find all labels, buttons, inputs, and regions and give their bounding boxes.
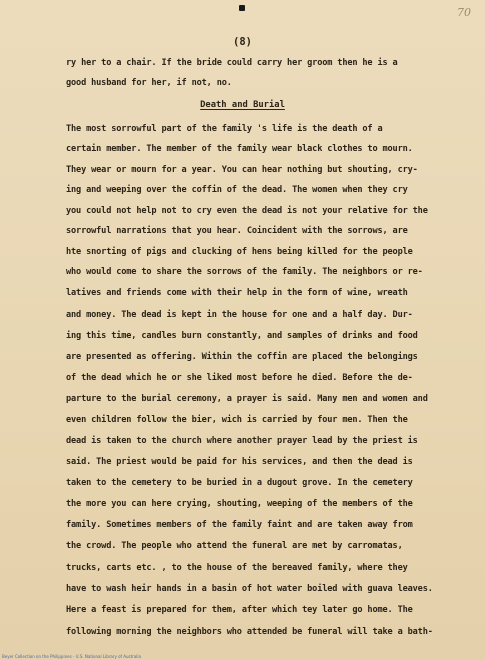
handwritten-page-note: 70 — [457, 6, 471, 19]
text-line: The most sorrowful part of the family 's life is the death of a — [66, 124, 383, 134]
text-line: family. Sometimes members of the family faint and are taken away from — [66, 520, 413, 530]
text-line: parture to the burial ceremony, a prayer is said. Many men and women and — [66, 394, 428, 404]
text-line: ing and weeping over the coffin of the dead. The women when they cry — [66, 185, 408, 195]
text-line: sorrowful narrations that you hear. Coincident with the sorrows, are — [66, 226, 408, 236]
text-line: hte snorting of pigs and clucking of hens being killed for the people — [66, 247, 413, 257]
text-line: Here a feast is prepared for them, after which tey later go home. The — [66, 605, 413, 615]
text-line: the crowd. The people who attend the funeral are met by carromatas, — [66, 541, 403, 551]
text-line: are presented as offering. Within the coffin are placed the belongings — [66, 352, 418, 362]
archive-footer: Beyer Collection on the Philippines - U.S. National Library of Australia — [2, 654, 141, 659]
text-line: dead is taken to the church where another prayer lead by the priest is — [66, 436, 418, 446]
text-line: ry her to a chair. If the bride could carry her groom then he is a — [66, 58, 398, 68]
section-heading-text: Death and Burial — [200, 100, 285, 110]
text-line: following morning the neighbors who attended be funeral will take a bath- — [66, 627, 433, 637]
text-line: you could not help not to cry even the dead is not your relative for the — [66, 206, 428, 216]
section-heading — [0, 99, 485, 111]
text-line: the more you can here crying, shouting, weeping of the members of the — [66, 499, 413, 509]
text-line: taken to the cemetery to be buried in a dugout grove. In the cemetery — [66, 478, 413, 488]
text-line: certain member. The member of the family wear black clothes to mourn. — [66, 144, 413, 154]
scan-mark — [239, 5, 245, 11]
text-line: said. The priest would be paid for his services, and then the dead is — [66, 457, 413, 467]
text-line: trucks, carts etc. , to the house of the bereaved family, where they — [66, 563, 408, 573]
text-line: good husband for her, if not, no. — [66, 78, 232, 88]
text-line: even children follow the bier, wich is carried by four men. Then the — [66, 415, 408, 425]
text-line: have to wash heir hands in a basin of hot water boiled with guava leaves. — [66, 584, 433, 594]
text-line: who would come to share the sorrows of the family. The neighbors or re- — [66, 267, 423, 277]
text-line: and money. The dead is kept in the house for one and a half day. Dur- — [66, 310, 413, 320]
page-number: (8) — [233, 36, 252, 48]
text-line: They wear or mourn for a year. You can hear nothing but shouting, cry- — [66, 165, 418, 175]
text-line: of the dead which he or she liked most before he died. Before the de- — [66, 373, 413, 383]
text-line: latives and friends come with their help in the form of wine, wreath — [66, 288, 408, 298]
text-line: ing this time, candles burn constantly, and samples of drinks and food — [66, 331, 418, 341]
